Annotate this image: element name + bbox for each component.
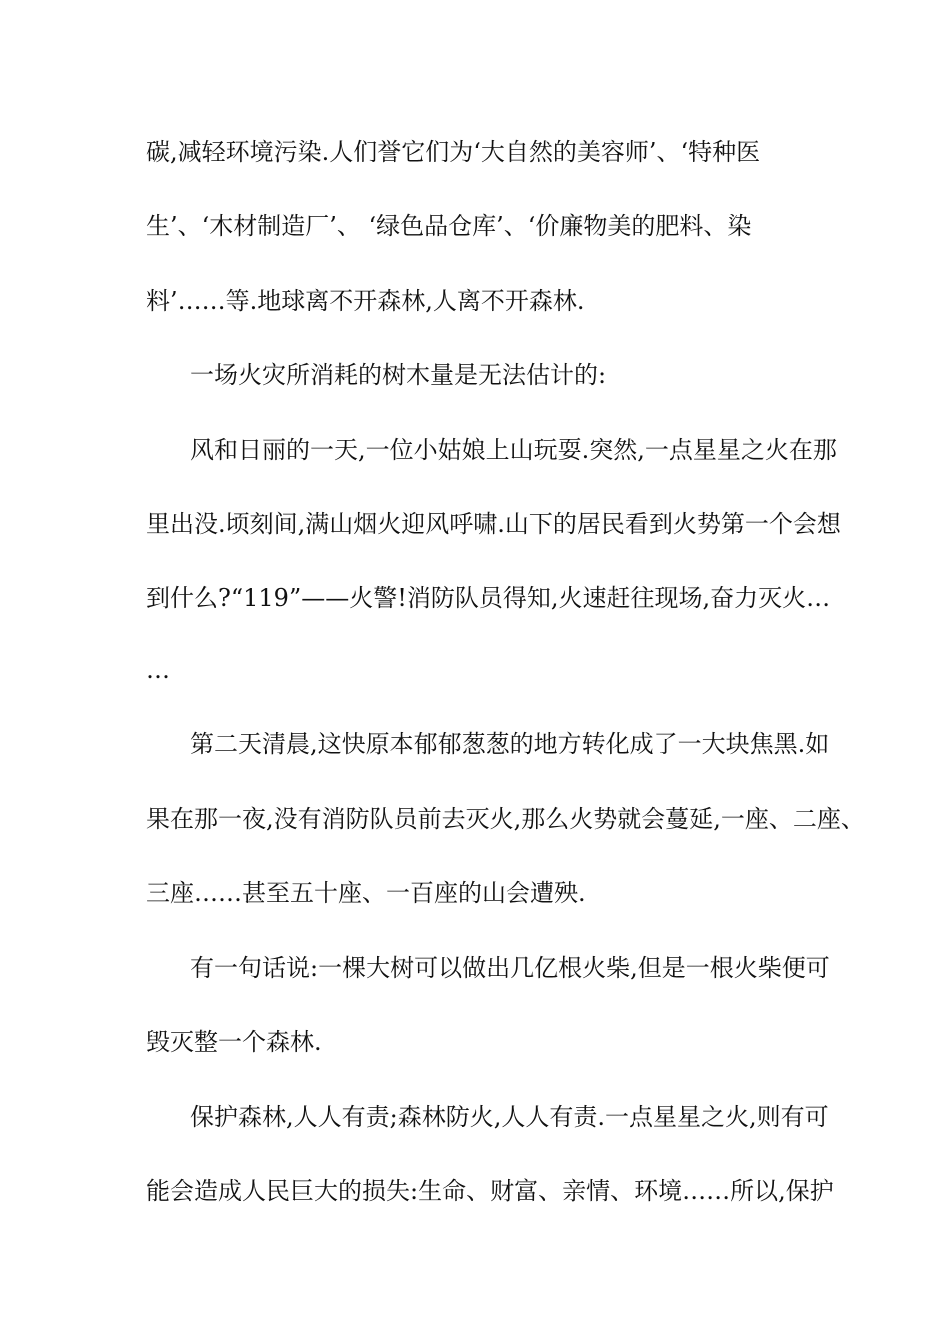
text-line-15: 能会造成人民巨大的损失:生命、财富、亲情、环境……所以,保护	[146, 1177, 834, 1205]
text-line-8: …	[146, 656, 170, 684]
text-line-14: 保护森林,人人有责;森林防火,人人有责.一点星星之火,则有可	[190, 1103, 829, 1131]
text-line-11: 三座……甚至五十座、一百座的山会遭殃.	[146, 879, 586, 907]
text-line-12: 有一句话说:一棵大树可以做出几亿根火柴,但是一根火柴便可	[190, 954, 830, 982]
text-line-2: 生’、‘木材制造厂’、 ‘绿色品仓库’、‘价廉物美的肥料、染	[146, 212, 752, 240]
text-line-5: 风和日丽的一天,一位小姑娘上山玩耍.突然,一点星星之火在那	[190, 436, 837, 464]
text-line-4: 一场火灾所消耗的树木量是无法估计的:	[190, 361, 607, 389]
text-line-9: 第二天清晨,这快原本郁郁葱葱的地方转化成了一大块焦黑.如	[190, 730, 830, 758]
text-line-1: 碳,减轻环境污染.人们誉它们为‘大自然的美容师’、‘特种医	[146, 138, 761, 166]
text-line-6: 里出没.顷刻间,满山烟火迎风呼啸.山下的居民看到火势第一个会想	[146, 510, 841, 538]
text-line-10: 果在那一夜,没有消防队员前去灭火,那么火势就会蔓延,一座、二座、	[146, 805, 865, 833]
text-line-13: 毁灭整一个森林.	[146, 1028, 322, 1056]
text-line-3: 料’……等.地球离不开森林,人离不开森林.	[146, 287, 585, 315]
text-line-7: 到什么?“119”——火警!消防队员得知,火速赶往现场,奋力灭火…	[146, 584, 831, 612]
